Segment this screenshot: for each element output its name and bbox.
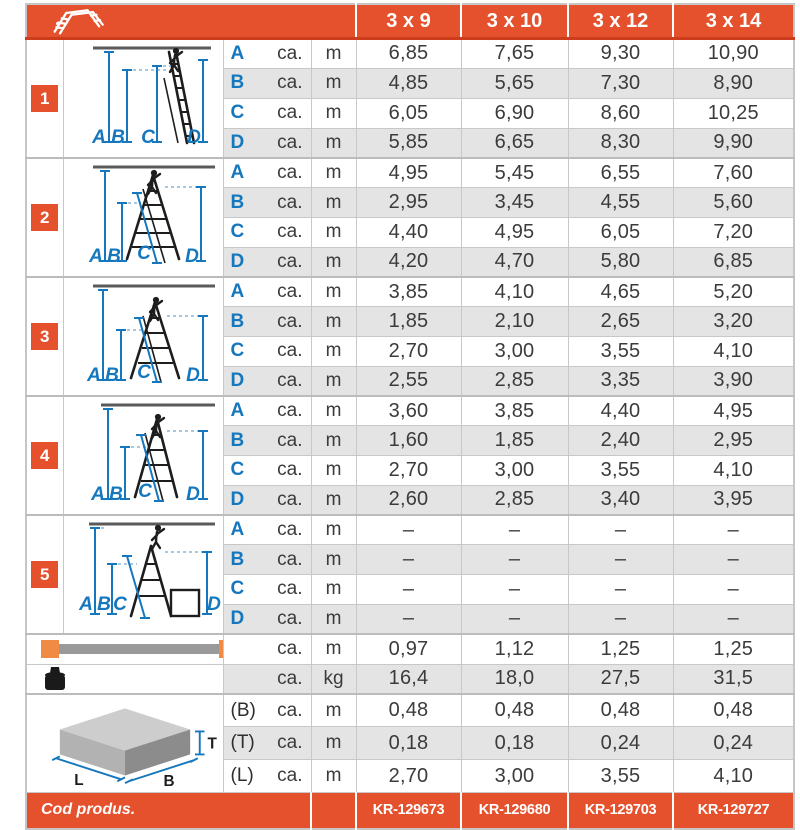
- value-cell: 0,97: [356, 634, 461, 664]
- stepladder-a-frame-diagram: [65, 278, 221, 390]
- value-cell: 4,10: [673, 337, 794, 367]
- value-cell: 2,70: [356, 456, 461, 486]
- row-label-cell: [223, 128, 311, 158]
- config-number-badge: 2: [31, 204, 58, 231]
- value-cell: 1,85: [356, 307, 461, 337]
- diagram-label-a: A: [91, 484, 105, 505]
- transport-length-bar-icon: [39, 636, 223, 662]
- config-number-badge: 5: [31, 561, 58, 588]
- value-cell: 3,20: [673, 307, 794, 337]
- value-cell: 3,95: [673, 485, 794, 515]
- package-label-b: B: [163, 773, 175, 787]
- row-letter: A: [230, 519, 245, 541]
- value-cell: 3,00: [461, 760, 568, 793]
- value-cell: 0,24: [568, 727, 673, 760]
- value-cell: –: [673, 515, 794, 545]
- value-cell: 5,60: [673, 188, 794, 218]
- value-cell: –: [568, 515, 673, 545]
- value-cell: –: [461, 604, 568, 634]
- table-header-row: [26, 4, 794, 39]
- row-label-cell: [223, 664, 311, 694]
- value-cell: 1,60: [356, 426, 461, 456]
- value-cell: 4,10: [673, 456, 794, 486]
- value-cell: 6,05: [568, 218, 673, 248]
- value-cell: 2,65: [568, 307, 673, 337]
- config-number-badge: 4: [31, 442, 58, 469]
- package-label-t: T: [207, 735, 217, 753]
- diagram-label-b: B: [111, 127, 125, 148]
- config-badge-cell: [26, 515, 63, 634]
- diagram-label-a: A: [89, 246, 103, 267]
- package-dim-label: (B): [230, 699, 256, 721]
- value-cell: 5,45: [461, 158, 568, 188]
- value-cell: 3,45: [461, 188, 568, 218]
- row-label-cell: [223, 515, 311, 545]
- diagram-label-b: B: [97, 594, 111, 615]
- value-cell: 4,10: [673, 760, 794, 793]
- row-label-cell: [223, 426, 311, 456]
- row-label-cell: [223, 396, 311, 426]
- row-label-cell: [223, 247, 311, 277]
- package-box-icon-cell: [26, 694, 223, 793]
- stepladder-a-frame-variant-diagram: [65, 397, 221, 509]
- value-cell: 7,30: [568, 68, 673, 98]
- value-cell: 16,4: [356, 664, 461, 694]
- value-cell: 6,05: [356, 98, 461, 128]
- value-cell: 5,20: [673, 277, 794, 307]
- table-row: [26, 634, 794, 664]
- approx-label: ca.: [277, 519, 303, 541]
- approx-label: ca.: [277, 102, 303, 124]
- value-cell: 4,40: [568, 396, 673, 426]
- row-label-cell: [223, 575, 311, 605]
- unit-label: m: [311, 426, 356, 456]
- unit-label: m: [311, 366, 356, 396]
- diagram-label-a: A: [92, 127, 106, 148]
- value-cell: 2,85: [461, 485, 568, 515]
- value-cell: 3,55: [568, 456, 673, 486]
- product-code-title: Cod produs.: [26, 793, 311, 829]
- value-cell: –: [461, 575, 568, 605]
- row-label-cell: [223, 604, 311, 634]
- row-letter: A: [230, 281, 245, 303]
- row-label-cell: [223, 158, 311, 188]
- row-letter: A: [230, 42, 245, 64]
- diagram-label-a: A: [87, 365, 101, 386]
- diagram-label-c: C: [137, 362, 151, 383]
- row-letter: B: [230, 429, 245, 451]
- row-letter: C: [230, 102, 245, 124]
- package-label-l: L: [74, 772, 84, 787]
- approx-label: ca.: [277, 699, 303, 721]
- value-cell: –: [673, 575, 794, 605]
- row-letter: C: [230, 578, 245, 600]
- approx-label: ca.: [277, 765, 303, 787]
- size-column-header: 3 x 10: [461, 4, 568, 39]
- header-icon-cell: [26, 4, 356, 39]
- value-cell: –: [568, 604, 673, 634]
- approx-label: ca.: [277, 131, 303, 153]
- value-cell: 4,40: [356, 218, 461, 248]
- row-label-cell: [223, 366, 311, 396]
- approx-label: ca.: [277, 548, 303, 570]
- value-cell: 2,95: [356, 188, 461, 218]
- ladder-diagram-cell: [63, 396, 223, 515]
- table-row: [26, 277, 794, 307]
- approx-label: ca.: [277, 42, 303, 64]
- value-cell: 7,60: [673, 158, 794, 188]
- unit-label: m: [311, 634, 356, 664]
- value-cell: 4,95: [461, 218, 568, 248]
- row-label-cell: [223, 634, 311, 664]
- approx-label: ca.: [277, 281, 303, 303]
- value-cell: 5,80: [568, 247, 673, 277]
- approx-label: ca.: [277, 72, 303, 94]
- ladder-diagram-cell: [63, 277, 223, 396]
- row-letter: A: [230, 400, 245, 422]
- approx-label: ca.: [277, 459, 303, 481]
- value-cell: 0,18: [356, 727, 461, 760]
- value-cell: 6,55: [568, 158, 673, 188]
- row-letter: D: [230, 369, 245, 391]
- size-column-header: 3 x 9: [356, 4, 461, 39]
- transport-length-icon-cell: [26, 634, 223, 664]
- row-label-cell: [223, 277, 311, 307]
- config-badge-cell: [26, 39, 63, 159]
- value-cell: 2,40: [568, 426, 673, 456]
- value-cell: 7,65: [461, 39, 568, 69]
- value-cell: 3,00: [461, 456, 568, 486]
- value-cell: 3,00: [461, 337, 568, 367]
- unit-label: m: [311, 218, 356, 248]
- leaning-extension-ladder-diagram: [65, 40, 221, 152]
- row-label-cell: [223, 307, 311, 337]
- value-cell: –: [356, 604, 461, 634]
- value-cell: 2,55: [356, 366, 461, 396]
- package-box-icon: [27, 695, 223, 787]
- row-letter: D: [230, 607, 245, 629]
- approx-label: ca.: [277, 400, 303, 422]
- row-letter: C: [230, 340, 245, 362]
- package-dim-label: (L): [230, 765, 254, 787]
- row-label-cell: [223, 98, 311, 128]
- value-cell: 4,55: [568, 188, 673, 218]
- row-label-cell: [223, 337, 311, 367]
- approx-label: ca.: [277, 310, 303, 332]
- unit-label: m: [311, 694, 356, 727]
- diagram-label-c: C: [138, 481, 152, 502]
- folded-multiposition-ladder-icon: [47, 5, 105, 37]
- unit-label: m: [311, 515, 356, 545]
- value-cell: 1,12: [461, 634, 568, 664]
- value-cell: 2,10: [461, 307, 568, 337]
- row-letter: D: [230, 488, 245, 510]
- package-dim-label: (T): [230, 732, 255, 754]
- row-label-cell: [223, 727, 311, 760]
- value-cell: 6,85: [356, 39, 461, 69]
- ladder-spec-table: [25, 3, 795, 830]
- unit-label: m: [311, 727, 356, 760]
- unit-label: m: [311, 307, 356, 337]
- approx-label: ca.: [277, 607, 303, 629]
- table-row: [26, 39, 794, 69]
- value-cell: 2,95: [673, 426, 794, 456]
- value-cell: 8,90: [673, 68, 794, 98]
- value-cell: –: [461, 515, 568, 545]
- row-letter: A: [230, 162, 245, 184]
- value-cell: 2,60: [356, 485, 461, 515]
- value-cell: 2,70: [356, 760, 461, 793]
- diagram-label-b: B: [107, 246, 121, 267]
- approx-label: ca.: [277, 578, 303, 600]
- product-code: KR-129727: [673, 793, 794, 829]
- value-cell: 5,65: [461, 68, 568, 98]
- value-cell: –: [673, 604, 794, 634]
- approx-label: ca.: [277, 162, 303, 184]
- value-cell: 4,20: [356, 247, 461, 277]
- value-cell: 0,18: [461, 727, 568, 760]
- config-badge-cell: [26, 277, 63, 396]
- row-letter: B: [230, 548, 245, 570]
- value-cell: –: [356, 545, 461, 575]
- approx-label: ca.: [277, 429, 303, 451]
- value-cell: 8,60: [568, 98, 673, 128]
- row-letter: D: [230, 250, 245, 272]
- diagram-label-b: B: [105, 365, 119, 386]
- unit-label: m: [311, 456, 356, 486]
- row-label-cell: [223, 39, 311, 69]
- diagram-label-c: C: [141, 127, 155, 148]
- value-cell: 1,85: [461, 426, 568, 456]
- weight-icon: [39, 665, 71, 693]
- value-cell: 0,48: [356, 694, 461, 727]
- approx-label: ca.: [277, 488, 303, 510]
- value-cell: 4,65: [568, 277, 673, 307]
- size-column-header: 3 x 12: [568, 4, 673, 39]
- approx-label: ca.: [277, 667, 303, 689]
- unit-label: m: [311, 485, 356, 515]
- row-label-cell: [223, 545, 311, 575]
- unit-label: m: [311, 128, 356, 158]
- unit-label: m: [311, 545, 356, 575]
- value-cell: 6,65: [461, 128, 568, 158]
- value-cell: 6,90: [461, 98, 568, 128]
- value-cell: 27,5: [568, 664, 673, 694]
- diagram-label-c: C: [137, 243, 151, 264]
- unit-label: m: [311, 39, 356, 69]
- value-cell: 3,40: [568, 485, 673, 515]
- diagram-label-d: D: [185, 246, 199, 267]
- diagram-label-d: D: [186, 484, 200, 505]
- value-cell: 4,10: [461, 277, 568, 307]
- value-cell: 4,70: [461, 247, 568, 277]
- value-cell: 4,95: [673, 396, 794, 426]
- approx-label: ca.: [277, 638, 303, 660]
- row-letter: B: [230, 191, 245, 213]
- diagram-label-d: D: [186, 365, 200, 386]
- unit-label: m: [311, 277, 356, 307]
- value-cell: 0,48: [461, 694, 568, 727]
- value-cell: –: [356, 515, 461, 545]
- unit-label: m: [311, 337, 356, 367]
- approx-label: ca.: [277, 732, 303, 754]
- stepladder-with-extension-diagram: [65, 159, 221, 271]
- unit-label: m: [311, 396, 356, 426]
- unit-label: kg: [311, 664, 356, 694]
- value-cell: 2,70: [356, 337, 461, 367]
- value-cell: 1,25: [673, 634, 794, 664]
- value-cell: 2,85: [461, 366, 568, 396]
- product-code: KR-129680: [461, 793, 568, 829]
- row-label-cell: [223, 188, 311, 218]
- config-badge-cell: [26, 158, 63, 277]
- config-badge-cell: [26, 396, 63, 515]
- footer-empty-cell: [311, 793, 356, 829]
- value-cell: –: [673, 545, 794, 575]
- table-row: [26, 694, 794, 727]
- value-cell: 6,85: [673, 247, 794, 277]
- value-cell: 0,48: [568, 694, 673, 727]
- value-cell: 9,30: [568, 39, 673, 69]
- value-cell: 3,85: [356, 277, 461, 307]
- table-row: [26, 515, 794, 545]
- value-cell: 3,90: [673, 366, 794, 396]
- ladder-diagram-cell: [63, 158, 223, 277]
- footer-row: [26, 793, 794, 829]
- value-cell: –: [568, 545, 673, 575]
- value-cell: –: [356, 575, 461, 605]
- value-cell: 31,5: [673, 664, 794, 694]
- product-code: KR-129703: [568, 793, 673, 829]
- value-cell: 8,30: [568, 128, 673, 158]
- table-row: [26, 158, 794, 188]
- row-letter: C: [230, 221, 245, 243]
- unit-label: m: [311, 188, 356, 218]
- diagram-label-a: A: [79, 594, 93, 615]
- approx-label: ca.: [277, 191, 303, 213]
- ladder-diagram-cell: [63, 515, 223, 634]
- unit-label: m: [311, 247, 356, 277]
- product-code: KR-129673: [356, 793, 461, 829]
- unit-label: m: [311, 158, 356, 188]
- value-cell: 10,25: [673, 98, 794, 128]
- unit-label: m: [311, 68, 356, 98]
- unit-label: m: [311, 575, 356, 605]
- unit-label: m: [311, 98, 356, 128]
- row-letter: B: [230, 310, 245, 332]
- value-cell: 4,95: [356, 158, 461, 188]
- approx-label: ca.: [277, 250, 303, 272]
- value-cell: 3,55: [568, 760, 673, 793]
- value-cell: –: [568, 575, 673, 605]
- value-cell: 3,60: [356, 396, 461, 426]
- row-label-cell: [223, 485, 311, 515]
- value-cell: 3,55: [568, 337, 673, 367]
- weight-icon-cell: [26, 664, 223, 694]
- approx-label: ca.: [277, 340, 303, 362]
- config-number-badge: 3: [31, 323, 58, 350]
- ladder-diagram-cell: [63, 39, 223, 159]
- table-row: [26, 664, 794, 694]
- value-cell: 9,90: [673, 128, 794, 158]
- value-cell: 7,20: [673, 218, 794, 248]
- value-cell: 0,24: [673, 727, 794, 760]
- value-cell: –: [461, 545, 568, 575]
- unit-label: m: [311, 760, 356, 793]
- stepladder-with-platform-box-diagram: [65, 516, 221, 628]
- approx-label: ca.: [277, 369, 303, 391]
- diagram-label-b: B: [109, 484, 123, 505]
- row-label-cell: [223, 694, 311, 727]
- value-cell: 3,85: [461, 396, 568, 426]
- value-cell: 3,35: [568, 366, 673, 396]
- row-letter: D: [230, 131, 245, 153]
- row-letter: C: [230, 459, 245, 481]
- config-number-badge: 1: [31, 85, 58, 112]
- approx-label: ca.: [277, 221, 303, 243]
- value-cell: 0,48: [673, 694, 794, 727]
- row-label-cell: [223, 218, 311, 248]
- value-cell: 4,85: [356, 68, 461, 98]
- diagram-label-d: D: [207, 594, 221, 615]
- value-cell: 10,90: [673, 39, 794, 69]
- value-cell: 5,85: [356, 128, 461, 158]
- table-row: [26, 396, 794, 426]
- row-label-cell: [223, 68, 311, 98]
- size-column-header: 3 x 14: [673, 4, 794, 39]
- row-label-cell: [223, 456, 311, 486]
- diagram-label-c: C: [113, 594, 127, 615]
- row-label-cell: [223, 760, 311, 793]
- unit-label: m: [311, 604, 356, 634]
- value-cell: 1,25: [568, 634, 673, 664]
- row-letter: B: [230, 72, 245, 94]
- value-cell: 18,0: [461, 664, 568, 694]
- diagram-label-d: D: [187, 127, 201, 148]
